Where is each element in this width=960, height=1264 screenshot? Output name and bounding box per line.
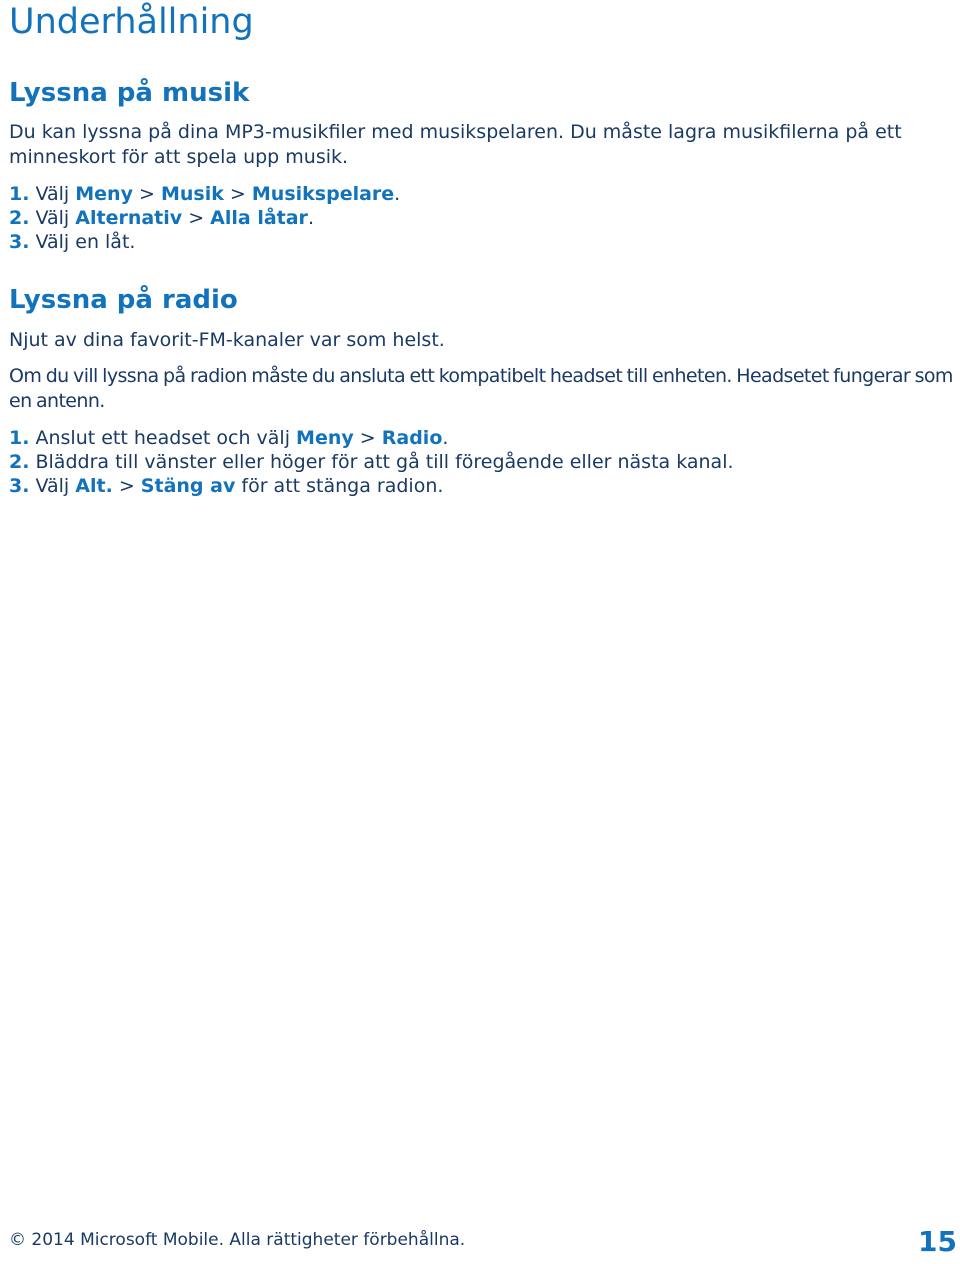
page-number: 15 bbox=[918, 1225, 957, 1258]
step-number: 2. bbox=[9, 207, 30, 229]
step-separator: > bbox=[132, 183, 161, 205]
music-step-2 bbox=[9, 206, 314, 230]
ui-term-alt: Alt. bbox=[75, 475, 113, 497]
step-separator: > bbox=[112, 475, 141, 497]
ui-term-all-songs: Alla låtar bbox=[210, 207, 308, 229]
ui-term-music: Musik bbox=[160, 183, 224, 205]
step-text: Anslut ett headset och välj bbox=[29, 427, 297, 449]
step-text: för att stänga radion. bbox=[235, 475, 444, 497]
radio-section-heading: Lyssna på radio bbox=[9, 285, 238, 315]
step-text: . bbox=[307, 207, 314, 229]
ui-term-menu: Meny bbox=[296, 427, 354, 449]
footer-copyright: © 2014 Microsoft Mobile. Alla rättigheter förbehållna. bbox=[9, 1230, 466, 1250]
radio-step-2 bbox=[9, 450, 734, 474]
ui-term-menu: Meny bbox=[75, 183, 133, 205]
music-intro-text: Du kan lyssna på dina MP3-musikfiler med musikspelaren. Du måste lagra musikfilerna på ett minneskort för att spela upp musik. bbox=[9, 121, 902, 168]
step-text: . bbox=[442, 427, 449, 449]
step-separator: > bbox=[182, 207, 211, 229]
step-number: 1. bbox=[9, 427, 30, 449]
music-step-3 bbox=[9, 230, 135, 254]
music-step-1 bbox=[9, 182, 400, 206]
step-text: . bbox=[394, 183, 401, 205]
ui-term-music-player: Musikspelare bbox=[251, 183, 395, 205]
radio-step-1 bbox=[9, 426, 448, 450]
ui-term-turn-off: Stäng av bbox=[140, 475, 236, 497]
step-number: 2. bbox=[9, 451, 30, 473]
ui-term-options: Alternativ bbox=[75, 207, 183, 229]
music-section-heading: Lyssna på musik bbox=[9, 78, 250, 108]
step-number: 1. bbox=[9, 183, 30, 205]
step-number: 3. bbox=[9, 475, 30, 497]
ui-term-radio: Radio bbox=[381, 427, 443, 449]
step-separator: > bbox=[223, 183, 252, 205]
step-text: Välj bbox=[29, 183, 76, 205]
step-text: Bläddra till vänster eller höger för att gå till föregående eller nästa kanal. bbox=[29, 451, 734, 473]
step-text: Välj en låt. bbox=[29, 231, 136, 253]
step-separator: > bbox=[353, 427, 382, 449]
step-text: Välj bbox=[29, 207, 76, 229]
step-number: 3. bbox=[9, 231, 30, 253]
radio-headset-text: Om du vill lyssna på radion måste du ansluta ett kompatibelt headset till enheten. Headsetet fungerar som en antenn. bbox=[9, 365, 953, 412]
radio-intro-text: Njut av dina favorit-FM-kanaler var som helst. bbox=[9, 329, 445, 351]
step-text: Välj bbox=[29, 475, 76, 497]
radio-step-3 bbox=[9, 474, 443, 498]
page-title: Underhållning bbox=[9, 2, 254, 42]
